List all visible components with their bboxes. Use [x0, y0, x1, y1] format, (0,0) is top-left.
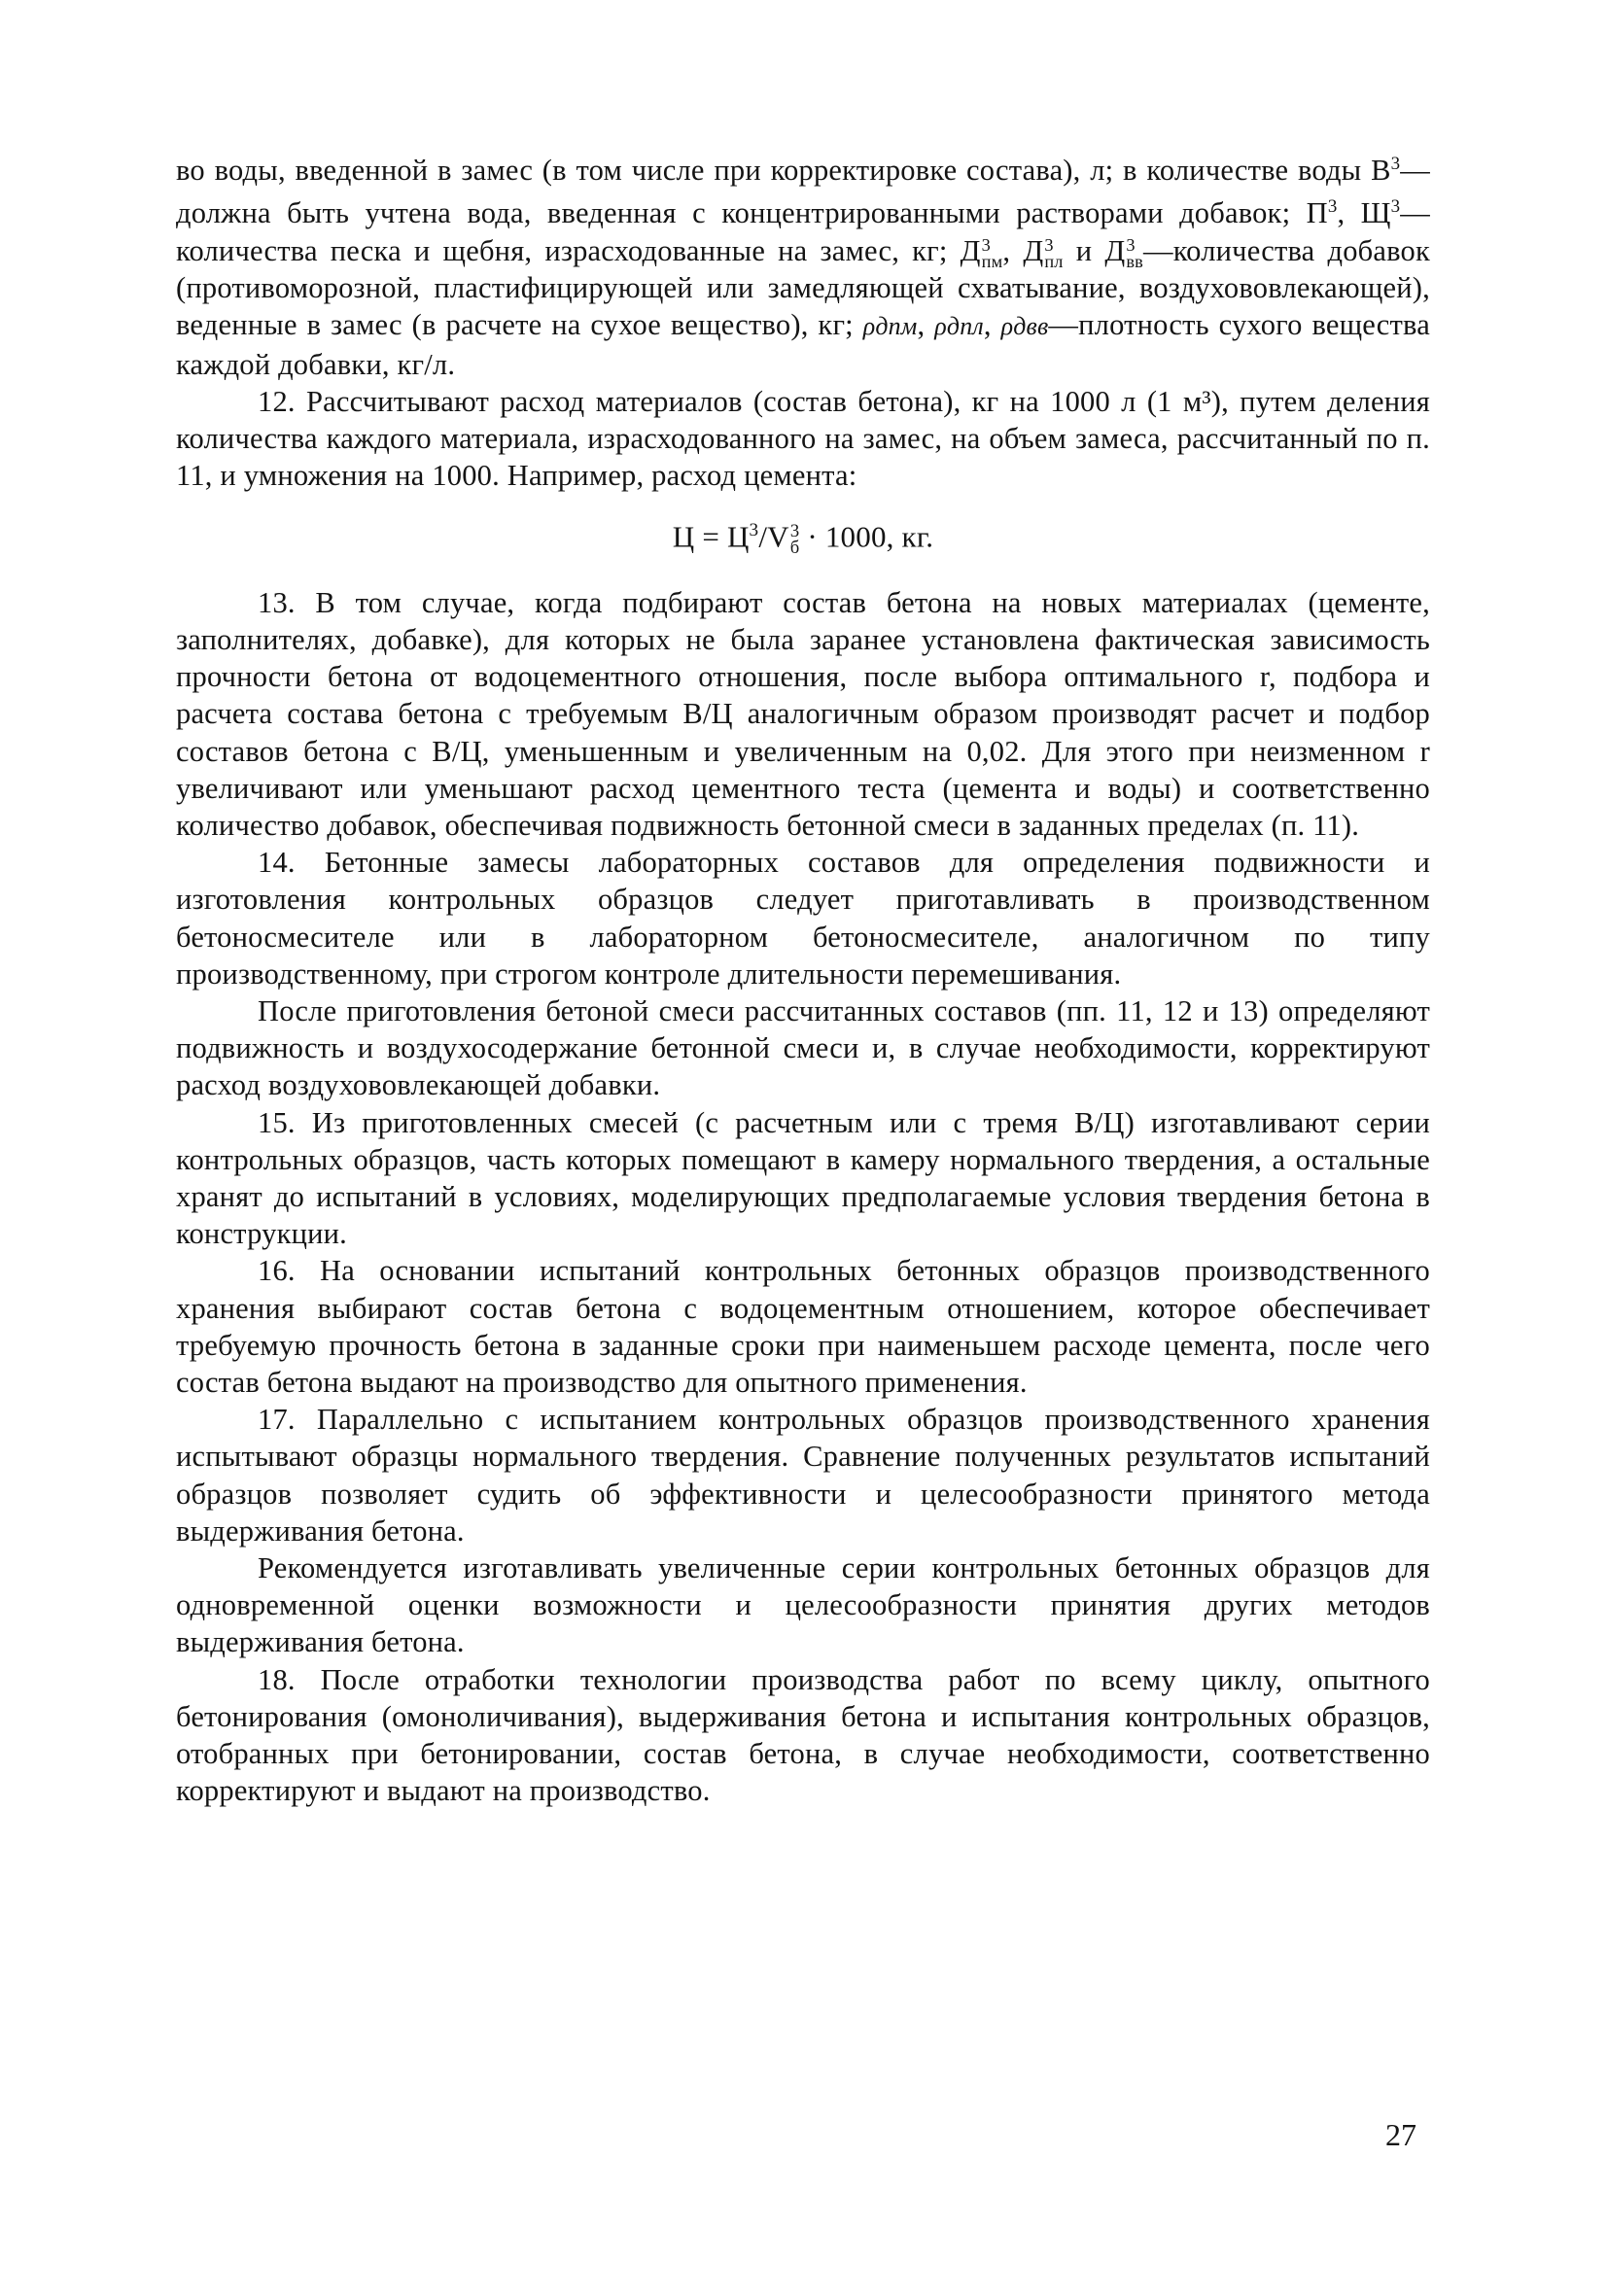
text-span: —должна быть учтена вода, введенная с концентрированными растворами добавок; П [176, 154, 1430, 230]
superscript: 3 [1327, 196, 1338, 218]
stack-sub: б [789, 537, 800, 558]
superscript: 3 [1390, 154, 1401, 174]
paragraph-15: 15. Из приготовленных смесей (с расчетным или с тремя В/Ц) изготавливают серии контрольных образцов, часть которых помещают в камеру нормального твердения, а остальные хранят до испытаний в условиях, моделирующих предполагаемые условия твердения бетона в конструкции. [176, 1105, 1430, 1251]
formula-slash: /V [758, 519, 789, 554]
paragraph-14: 14. Бетонные замесы лабораторных составов для определения подвижности и изготовления контрольных образцов следует приготавливать в производственном бетоносмесителе или в лабораторном бетоносмесителе, аналогичном по типу производственному, при строгом контроле длительности перемешивания. [176, 846, 1430, 991]
paragraph-13: 13. В том случае, когда подбирают состав бетона на новых материалах (цементе, заполнителях, добавке), для которых не была заранее установлена фактическая зависимость прочности бетона от водоцементного отношения, после выбора оптимального r, подбора и расчета состава бетона с требуемым В/Ц аналогичным образом производят расчет и подбор составов бетона с В/Ц, уменьшенным и увеличенным на 0,02. Для этого при неизменном r увеличивают или уменьшают расход цементного теста (цемента и воды) и соответственно количество добавок, обеспечивая подвижность бетонной смеси в заданных пределах (п. 11). [176, 585, 1430, 842]
stack-sub: пл [1044, 251, 1064, 271]
text-span: —плотность сухого вещества каждой добавки, кг/л. [176, 308, 1430, 381]
text-span: , Щ [1337, 196, 1391, 230]
superscript: 3 [1390, 196, 1401, 218]
index-stack-pm [982, 237, 1003, 269]
page-number: 27 [1385, 2117, 1416, 2152]
formula-rest: · 1000, кг. [799, 519, 934, 554]
formula-expression [673, 509, 933, 558]
density-symbol: ρдпм [862, 312, 918, 341]
text-span: —количества песка и щебня, израсходованные на замес, кг; Д [176, 196, 1430, 267]
paragraph-14-continued: После приготовления бетоной смеси рассчитанных составов (пп. 11, 12 и 13) определяют подвижность и воздухосодержание бетонной смеси и, в случае необходимости, корректируют расход воздухововлекающей добавки. [176, 993, 1430, 1102]
stack-sup: 3 [1044, 235, 1054, 256]
paragraph-12: 12. Рассчитывают расход материалов (состав бетона), кг на 1000 л (1 м³), путем деления количества каждого материала, израсходованного на замес, на объем замеса, рассчитанный по п. 11, и умножения на 1000. Например, расход цемента: [176, 384, 1430, 493]
text-span: во воды, введенной в замес (в том числе при корректировке состава), л; в количестве воды В [176, 154, 1391, 188]
stack-sup: 3 [981, 235, 991, 256]
formula-sup: 3 [749, 520, 759, 541]
document-page [176, 146, 1430, 1809]
formula-eq: = Ц [694, 519, 750, 554]
formula-index-stack [789, 520, 800, 558]
paragraph-16: 16. На основании испытаний контрольных бетонных образцов производственного хранения выбирают состав бетона с водоцементным отношением, которое обеспечивает требуемую прочность бетона в заданные сроки при наименьшем расходе цемента, после чего состав бетона выдают на производство для опытного применения. [176, 1254, 1430, 1399]
index-stack-vv [1126, 237, 1143, 269]
stack-sub: вв [1126, 251, 1144, 271]
stack-sub: пм [981, 251, 1003, 271]
paragraph-11-continuation: во воды, введенной в замес (в том числе при корректировке состава), л; в количестве воды $В^3—должна$ быть учтена вода, введенная с концентрированными растворами добавок; $П^3$, $Щ^3—количества$ песка и щебня, израсходованные на замес, кг; Д 3 пм , Д 3 пл и Д 3 вв —количества добавок (противоморозной, пластифицирующей или замедляющей схватывание, воздухововлекающей), веденные в замес (в расчете на сухое вещество), кг; ρдпм, ρдпл, ρдвв—плотность сухого вещества каждой добавки, кг/л. [176, 154, 1430, 381]
text-span: и Д [1063, 233, 1126, 267]
paragraph-17: 17. Параллельно с испытанием контрольных образцов производственного хранения испытывают образцы нормального твердения. Сравнение полученных результатов испытаний образцов позволяет судить об эффективности и целесообразности принятого метода выдерживания бетона. [176, 1403, 1430, 1548]
text-span: —количества добавок (противоморозной, пластифицирующей или замедляющей схватывание, воздухововлекающей), веденные в замес (в расчете на сухое вещество), кг; [176, 233, 1430, 342]
stack-sup: 3 [1126, 235, 1136, 256]
paragraph-17-continued: Рекомендуется изготавливать увеличенные серии контрольных бетонных образцов для одновременной оценки возможности и целесообразности принятия других методов выдерживания бетона. [176, 1551, 1430, 1659]
stack-sup: 3 [789, 520, 800, 541]
text-span: , [1002, 233, 1024, 267]
density-symbol: ρдвв [1000, 312, 1049, 341]
cement-formula [176, 509, 1430, 558]
formula-lhs: Ц [672, 519, 695, 554]
density-symbol: ρдпл [934, 312, 984, 341]
index-stack-pl [1044, 237, 1063, 269]
document-body [176, 146, 1430, 1809]
paragraph-18: 18. После отработки технологии производства работ по всему циклу, опытного бетонирования (омоноличивания), выдерживания бетона и испытания контрольных образцов, отобранных при бетонировании, состав бетона, в случае необходимости, соответственно корректируют и выдают на производство. [176, 1662, 1430, 1808]
